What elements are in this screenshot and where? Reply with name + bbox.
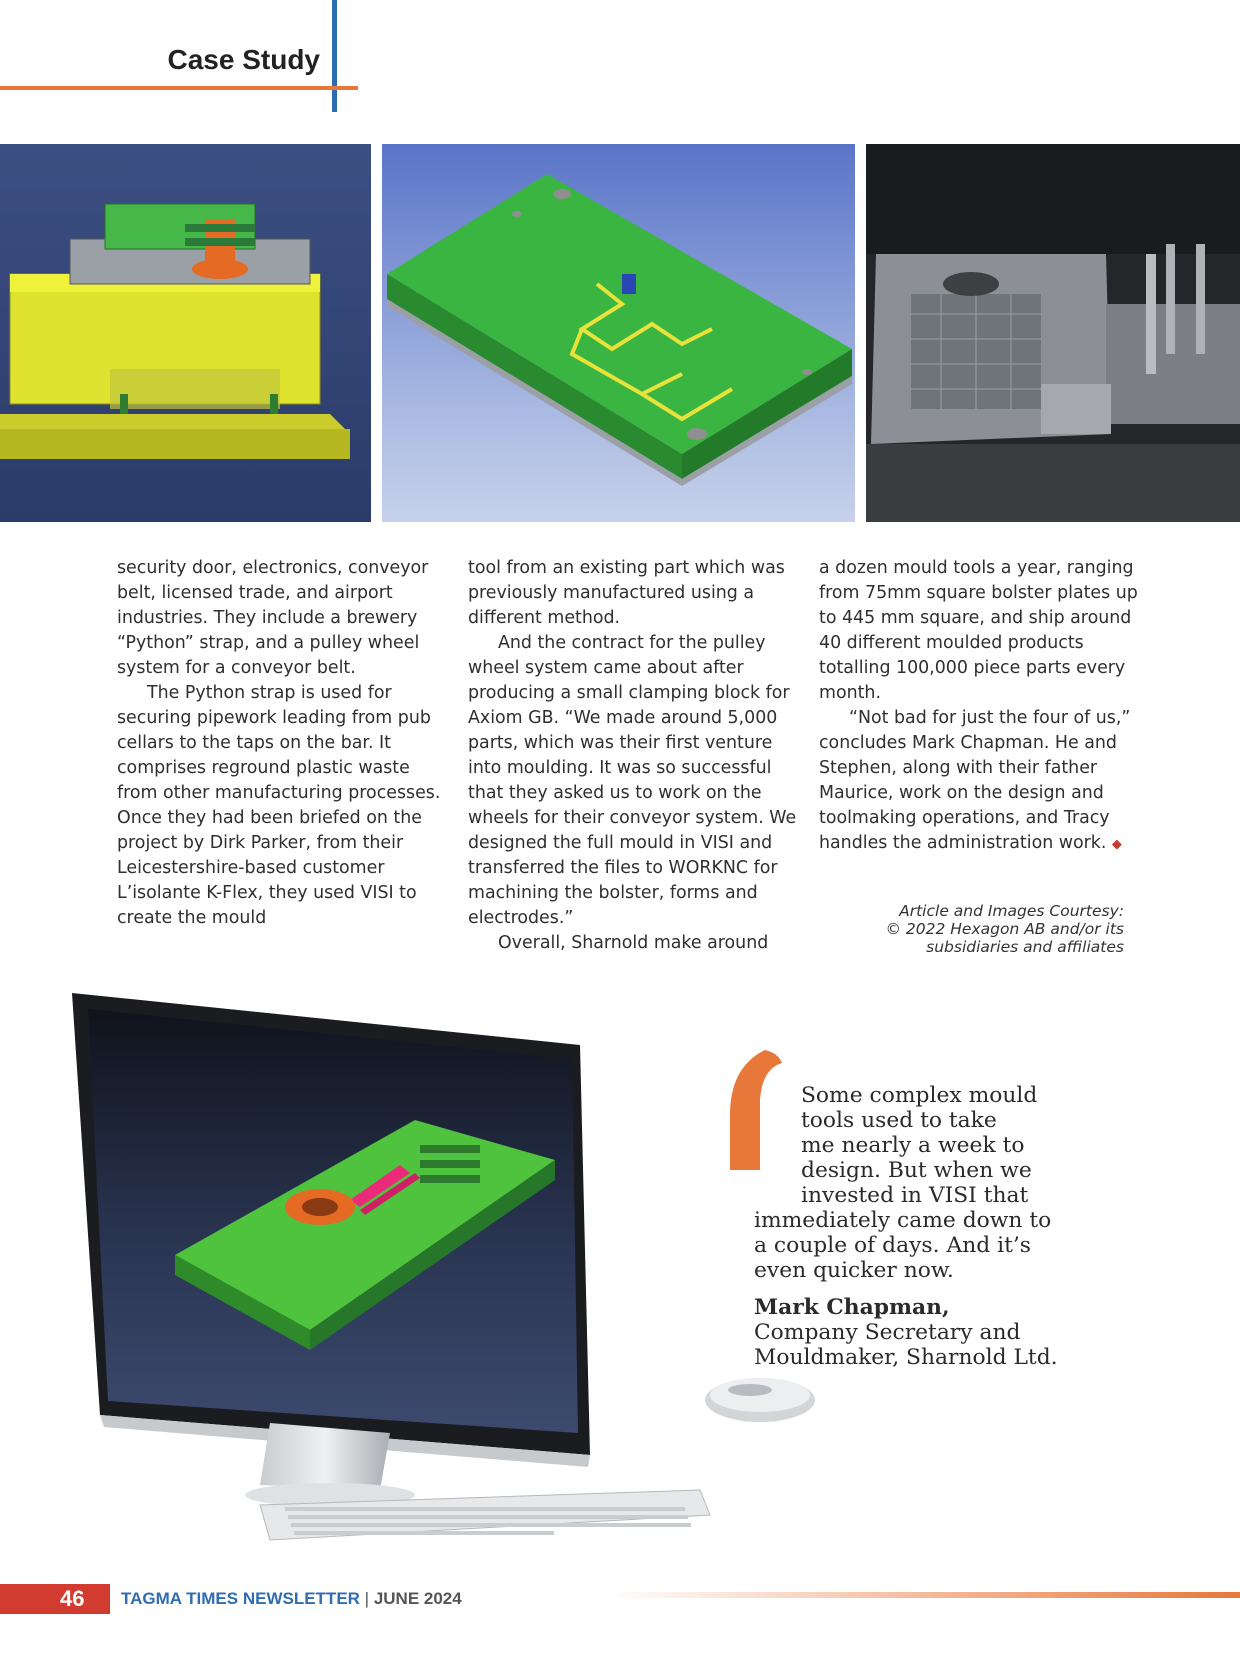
footer-rule <box>608 1592 1240 1598</box>
desktop-computer-image <box>60 985 820 1545</box>
pull-quote <box>754 1083 1094 1283</box>
green-plate-cad-image <box>382 144 855 522</box>
quote-line: a couple of days. And it’s <box>754 1233 1031 1258</box>
quote-author-name: Mark Chapman, <box>754 1295 950 1320</box>
credit-line: Article and Images Courtesy: <box>899 902 1124 920</box>
quote-line: design. But when we <box>801 1158 1032 1183</box>
footer-publication <box>121 1584 462 1614</box>
quote-line: Some complex mould <box>801 1083 1038 1108</box>
quote-line: invested in VISI that <box>801 1183 1029 1208</box>
paragraph: a dozen mould tools a year, ranging from 75mm square bolster plates up to 445 mm square, and ship around 40 different moulded products totalling 100,000 piece parts every month. <box>819 558 1138 703</box>
issue-date: JUNE 2024 <box>373 1589 462 1608</box>
publication-name: TAGMA TIMES NEWSLETTER <box>121 1589 360 1608</box>
paragraph-text: “Not bad for just the four of us,” concludes Mark Chapman. He and Stephen, along with their father Maurice, work on the design and toolmaking operations, and Tracy handles the administration work. <box>819 708 1131 853</box>
quote-author-role: Company Secretary and <box>754 1320 1021 1345</box>
body-column-3 <box>819 556 1149 857</box>
section-label: Case Study <box>167 44 320 75</box>
credit-line: © 2022 Hexagon AB and/or its <box>885 920 1124 938</box>
header-rule <box>0 86 358 90</box>
paragraph <box>819 706 1149 857</box>
quote-attribution <box>754 1295 1094 1370</box>
paragraph: tool from an existing part which was previously manufactured using a different method. <box>468 558 785 628</box>
quote-author-role: Mouldmaker, Sharnold Ltd. <box>754 1345 1058 1370</box>
header-accent-bar <box>332 0 337 112</box>
page-number: 46 <box>60 1586 85 1611</box>
image-credit <box>820 902 1124 956</box>
mould-cad-assembly-image <box>0 144 371 522</box>
body-column-1 <box>117 556 447 931</box>
paragraph: The Python strap is used for securing pipework leading from pub cellars to the taps on the bar. It comprises reground plastic waste from other manufacturing processes. Once they had been briefed on the project by Dirk Parker, from their Leicestershire-based customer L’isolante K-Flex, they used VISI to create the mould <box>117 683 441 928</box>
quote-line: even quicker now. <box>754 1258 954 1283</box>
paragraph: Overall, Sharnold make around <box>498 933 769 953</box>
quote-line: me nearly a week to <box>801 1133 1025 1158</box>
paragraph: And the contract for the pulley wheel system came about after producing a small clamping block for Axiom GB. “We made around 5,000 parts, which was their first venture into moulding. It was so successful that they asked us to work on the wheels for their conveyor system. We designed the full mould in VISI and transferred the files to WORKNC for machining the bolster, forms and electrodes.” <box>468 633 797 928</box>
body-column-2 <box>468 556 798 956</box>
footer-separator: | <box>364 1589 370 1608</box>
mould-tool-photo <box>866 144 1240 522</box>
paragraph: security door, electronics, conveyor belt, licensed trade, and airport industries. They include a brewery “Python” strap, and a pulley wheel system for a conveyor belt. <box>117 558 429 678</box>
credit-line: subsidiaries and affiliates <box>926 938 1124 956</box>
quote-line: tools used to take <box>801 1108 997 1133</box>
quote-line: immediately came down to <box>754 1208 1052 1233</box>
end-of-article-icon: ◆ <box>1111 837 1122 852</box>
